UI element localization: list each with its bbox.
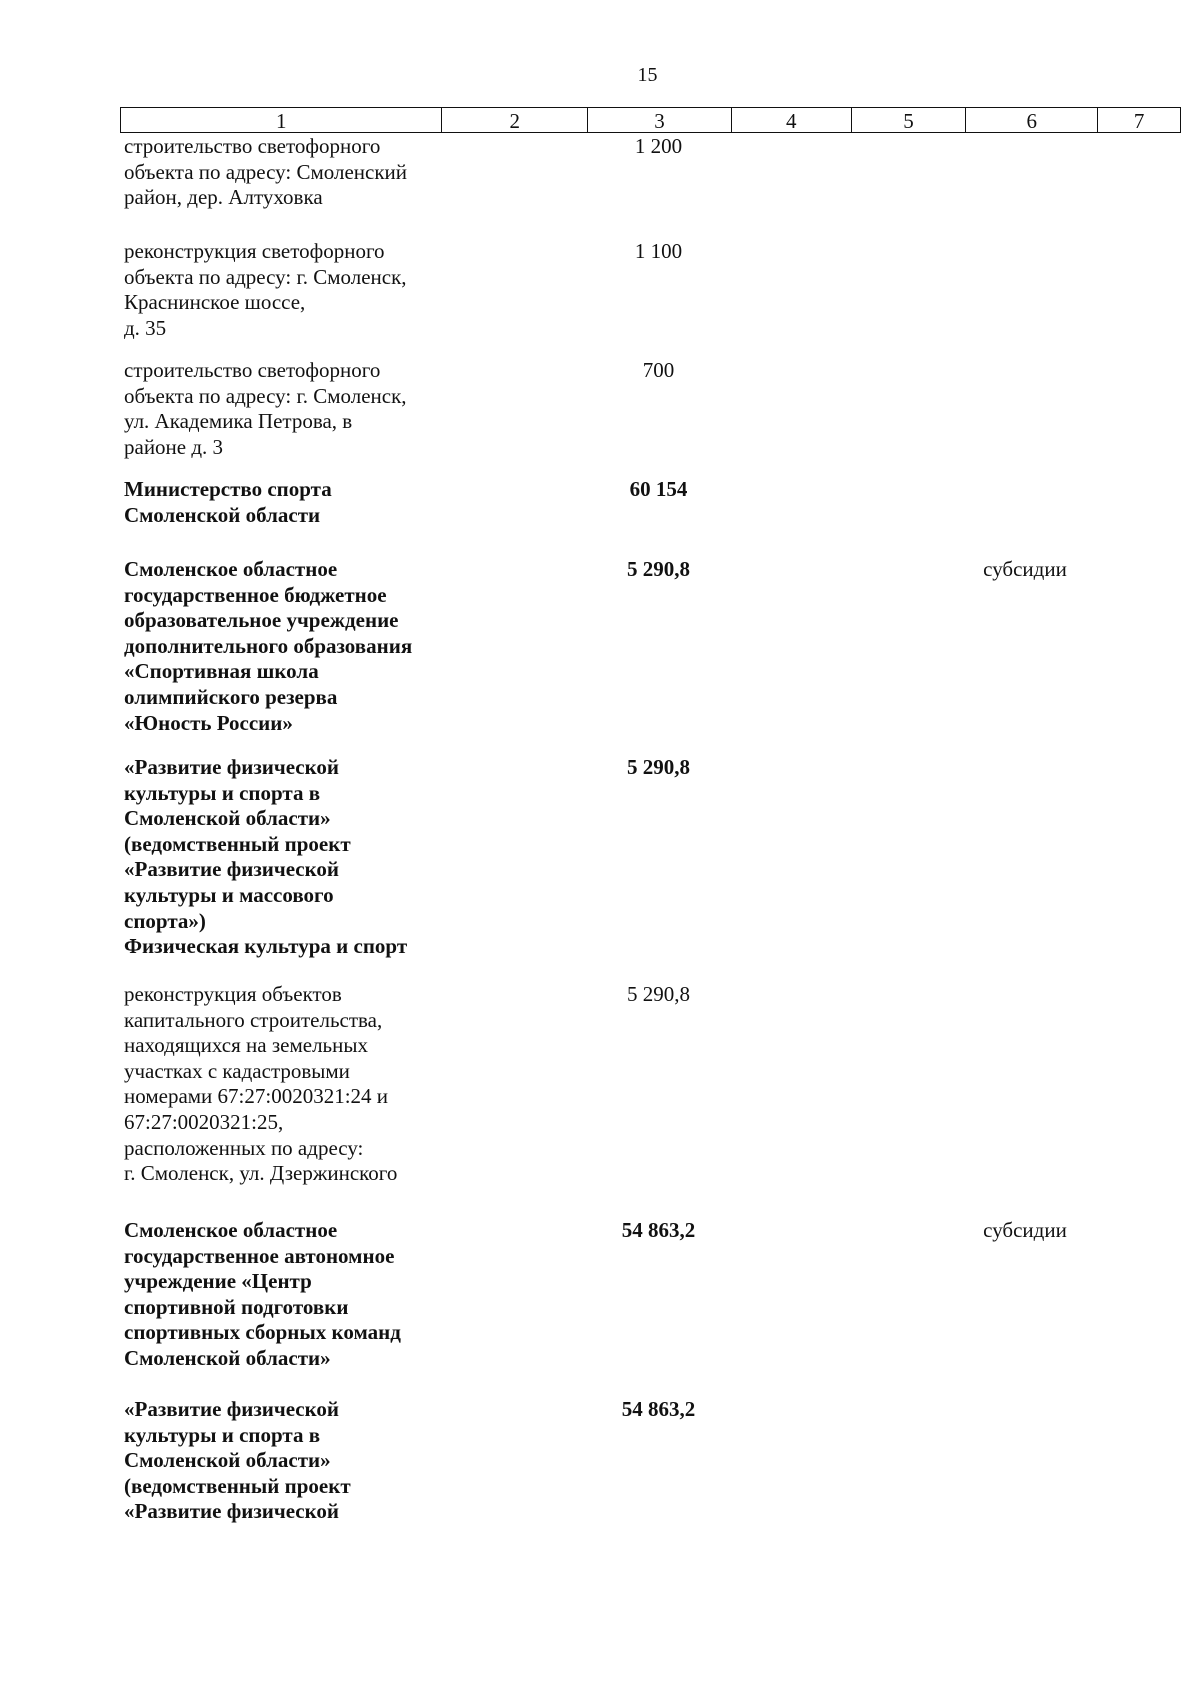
table-row — [0, 557, 1200, 755]
row-name: реконструкция светофорного объекта по адресу: г. Смоленск, Краснинское шоссе, д. 35 — [124, 239, 407, 340]
table-body — [0, 134, 1200, 1537]
column-header-7: 7 — [1133, 109, 1145, 133]
row-amount: 700 — [642, 358, 675, 382]
row-amount: 1 100 — [634, 239, 683, 263]
row-amount: 54 863,2 — [621, 1397, 696, 1421]
table-header-row — [120, 107, 1181, 133]
row-name: Смоленское областное государственное бюджетное образовательное учреждение дополнительного образования «Спортивная школа олимпийского резерва «Юность России» — [124, 557, 413, 735]
table-row — [0, 134, 1200, 239]
row-name: строительство светофорного объекта по адресу: Смоленский район, дер. Алтуховка — [124, 134, 408, 210]
table-row — [0, 982, 1200, 1218]
row-amount: 54 863,2 — [621, 1218, 696, 1242]
row-amount: 60 154 — [629, 477, 688, 501]
row-amount: 1 200 — [634, 134, 683, 158]
row-note: субсидии — [983, 1218, 1067, 1242]
column-header-5: 5 — [852, 108, 967, 132]
table-row — [0, 1218, 1200, 1397]
column-header-2: 2 — [442, 108, 588, 132]
row-name: Министерство спорта Смоленской области — [124, 477, 332, 527]
table-row — [0, 755, 1200, 982]
table-row — [0, 239, 1200, 358]
row-name: «Развитие физической культуры и спорта в Смоленской области» (ведомственный проект «Развитие физической — [124, 1397, 351, 1524]
row-amount: 5 290,8 — [627, 755, 690, 779]
table-row — [0, 477, 1200, 557]
row-amount: 5 290,8 — [627, 557, 690, 581]
row-name: строительство светофорного объекта по адресу: г. Смоленск, ул. Академика Петрова, в районе д. 3 — [124, 358, 407, 459]
row-note: субсидии — [983, 557, 1067, 581]
row-name: Смоленское областное государственное автономное учреждение «Центр спортивной подготовки спортивных сборных команд Смоленской области» — [124, 1218, 401, 1370]
table-row — [0, 1397, 1200, 1537]
table-row — [0, 358, 1200, 477]
column-header-3: 3 — [588, 108, 732, 132]
row-name: реконструкция объектов капитального строительства, находящихся на земельных участках с кадастровыми номерами 67:27:0020321:24 и 67:27:0020321:25, расположенных по адресу: г. Смоленск, ул. Дзержинского — [124, 982, 398, 1186]
column-header-4: 4 — [732, 108, 852, 132]
column-header-1: 1 — [121, 108, 442, 132]
page-number: 15 — [637, 64, 658, 86]
column-header-6: 6 — [966, 108, 1098, 132]
row-amount: 5 290,8 — [627, 982, 690, 1006]
row-name: «Развитие физической культуры и спорта в Смоленской области» (ведомственный проект «Развитие физической культуры и массового спорта») Физическая культура и спорт — [124, 755, 408, 959]
